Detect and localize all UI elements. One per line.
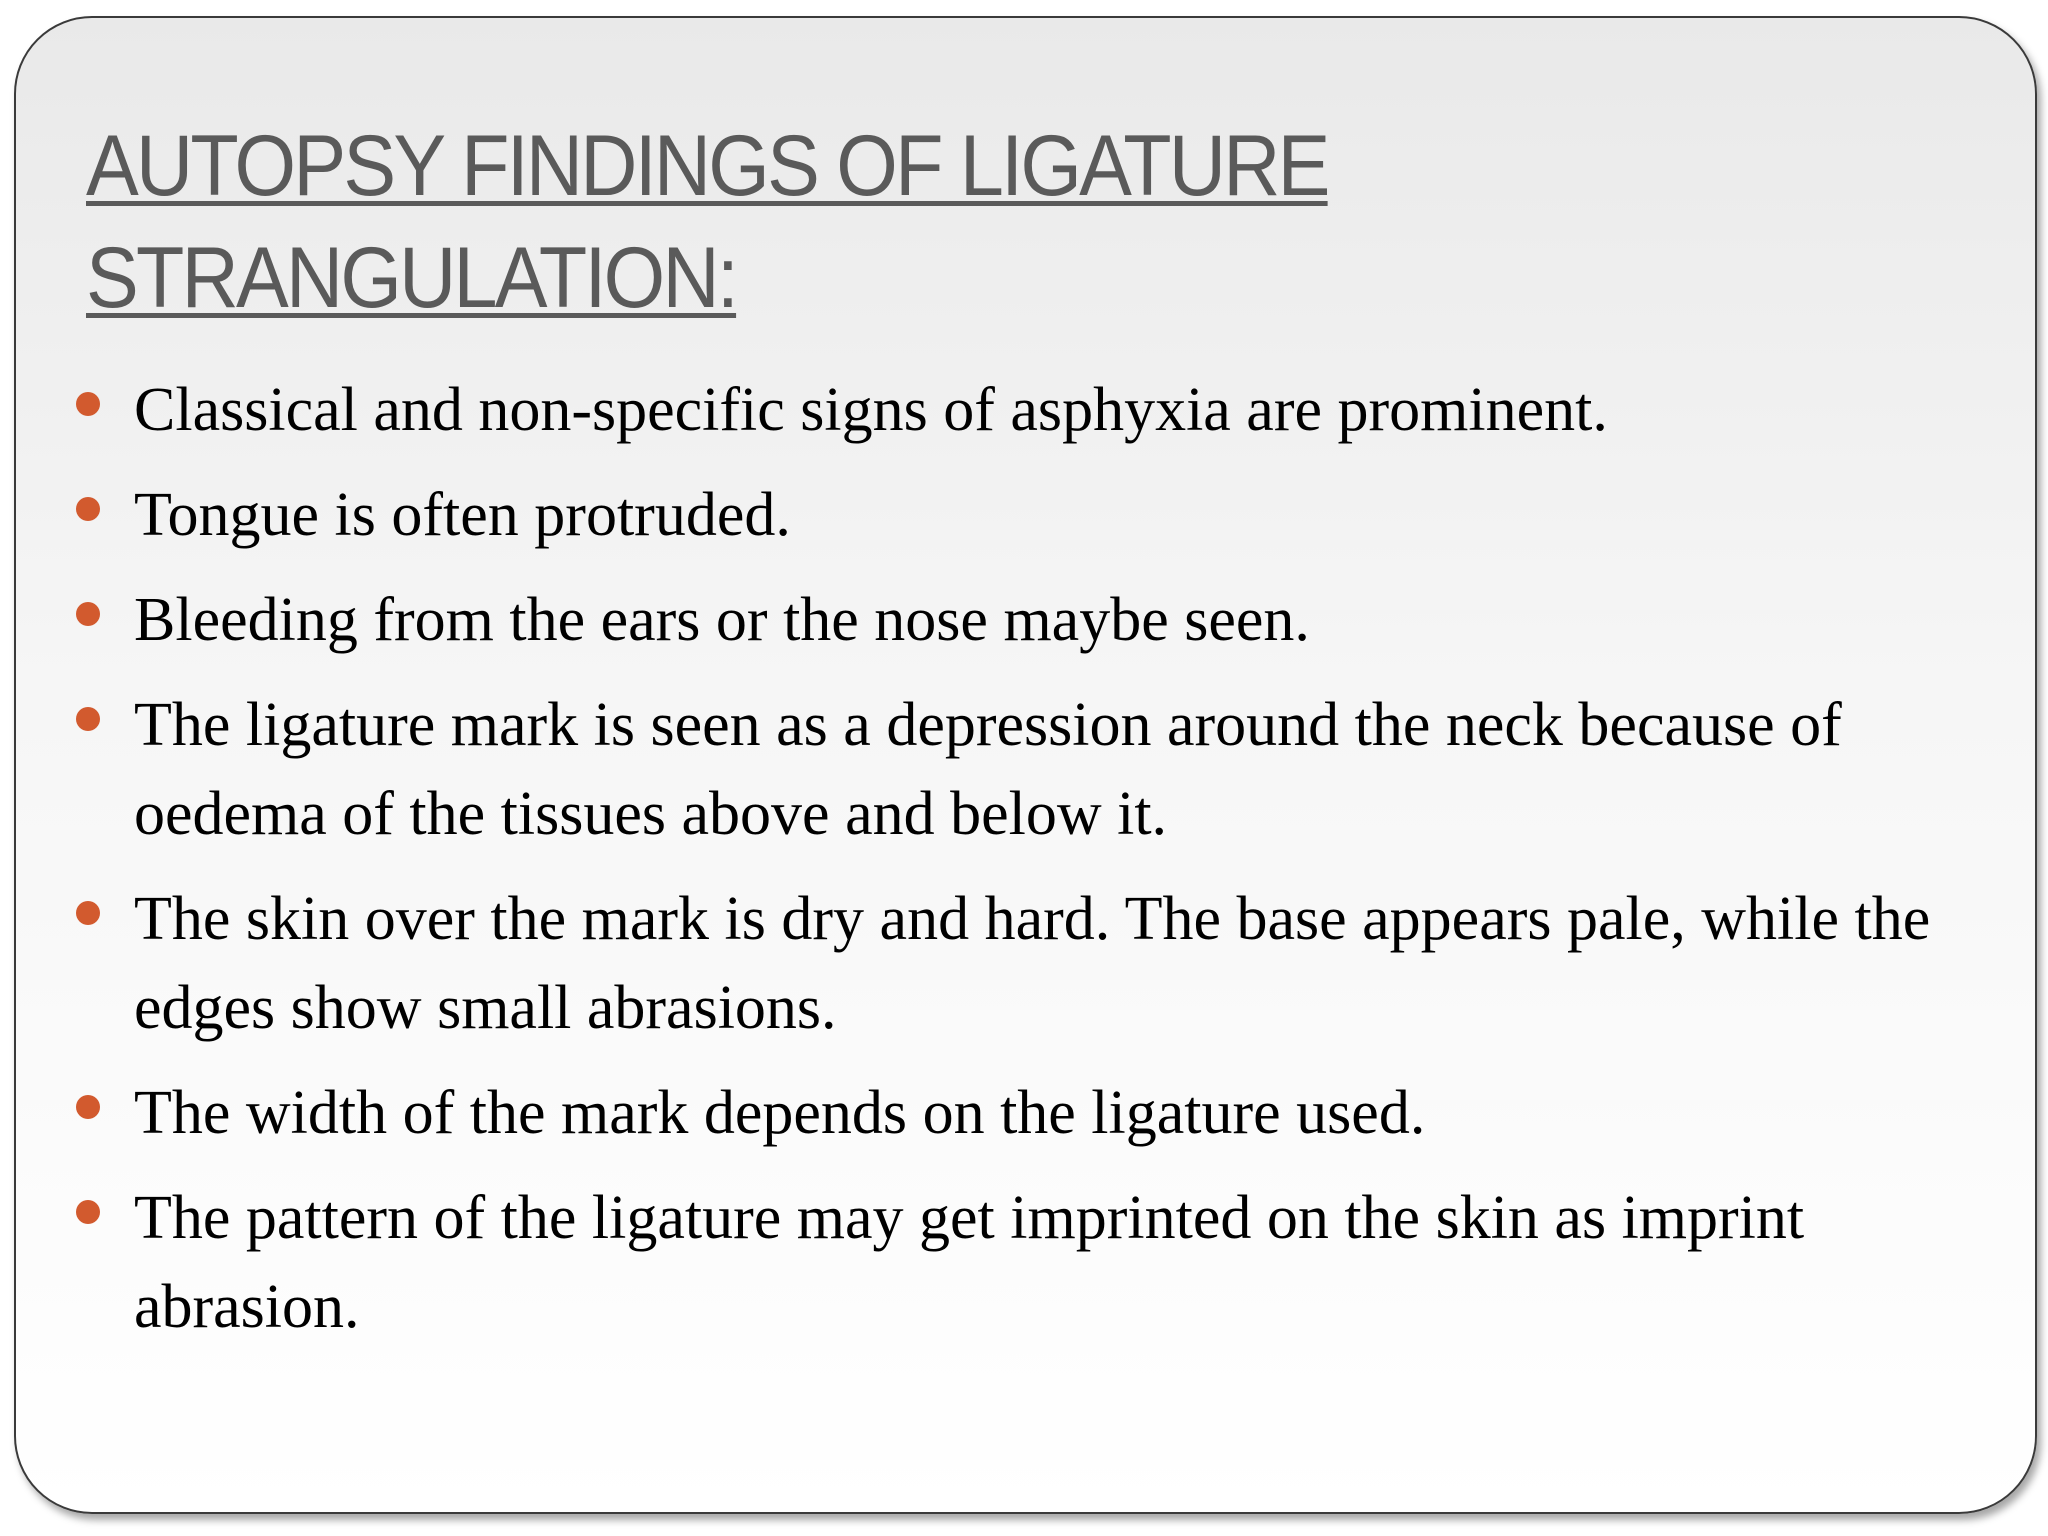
bullet-dot-icon — [76, 901, 100, 925]
bullet-text: The ligature mark is seen as a depression around the neck because of oedema of the tissues above and below it. — [134, 691, 1842, 848]
bullet-text: Bleeding from the ears or the nose maybe seen. — [134, 586, 1310, 654]
bullet-list — [76, 366, 1996, 1368]
slide-frame — [14, 16, 2037, 1514]
bullet-dot-icon — [76, 1200, 100, 1224]
list-item — [76, 576, 1996, 665]
list-item — [76, 681, 1996, 859]
list-item — [76, 1174, 1996, 1352]
bullet-text: The width of the mark depends on the ligature used. — [134, 1079, 1426, 1147]
slide-title: AUTOPSY FINDINGS OF LIGATURE STRANGULATION: — [86, 118, 1328, 326]
list-item — [76, 471, 1996, 560]
list-item — [76, 366, 1996, 455]
list-item — [76, 875, 1996, 1053]
bullet-dot-icon — [76, 1095, 100, 1119]
bullet-text: The pattern of the ligature may get imprinted on the skin as imprint abrasion. — [134, 1184, 1805, 1341]
bullet-text: Tongue is often protruded. — [134, 481, 791, 549]
bullet-text: The skin over the mark is dry and hard. The base appears pale, while the edges show small abrasions. — [134, 885, 1931, 1042]
bullet-dot-icon — [76, 392, 100, 416]
bullet-dot-icon — [76, 602, 100, 626]
list-item — [76, 1069, 1996, 1158]
bullet-text: Classical and non-specific signs of asphyxia are prominent. — [134, 376, 1608, 444]
bullet-dot-icon — [76, 497, 100, 521]
bullet-dot-icon — [76, 707, 100, 731]
